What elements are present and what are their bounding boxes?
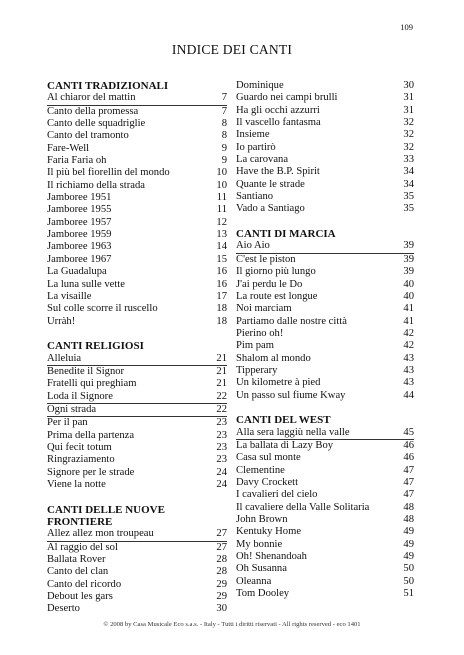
- entry-page: 50: [403, 563, 414, 575]
- entry-page: 39: [403, 266, 414, 278]
- index-entry: [47, 106, 227, 118]
- index-entry: [236, 203, 414, 215]
- entry-page: 30: [216, 603, 227, 615]
- index-entry: [236, 154, 414, 166]
- entry-title: Jamboree 1955: [47, 204, 112, 216]
- index-entry: [47, 566, 227, 578]
- entry-page: 32: [403, 141, 414, 153]
- entry-title: Ha gli occhi azzurri: [236, 104, 320, 116]
- entry-title: Il giorno più lungo: [236, 266, 316, 278]
- index-entry: [47, 266, 227, 278]
- index-entry: [47, 528, 227, 541]
- entry-title: Santiano: [236, 191, 274, 203]
- index-entry: [236, 427, 414, 440]
- index-entry: [236, 353, 414, 365]
- entry-page: 40: [403, 290, 414, 302]
- entry-title: Oleanna: [236, 575, 272, 587]
- index-entry: [47, 217, 227, 229]
- entry-title: Il più bel fiorellin del mondo: [47, 167, 170, 179]
- entry-page: 11: [216, 192, 227, 204]
- entry-page: 47: [403, 477, 414, 488]
- entry-title: Jamboree 1951: [47, 192, 112, 204]
- entry-page: 23: [216, 441, 227, 453]
- left-column: [47, 80, 227, 616]
- entry-page: 49: [403, 538, 414, 550]
- index-entry: [47, 430, 227, 442]
- entry-title: Aio Aio: [236, 240, 270, 252]
- entry-page: 46: [403, 452, 414, 464]
- entry-page: 31: [403, 92, 414, 104]
- index-entry: [236, 514, 414, 526]
- entry-title: Jamboree 1967: [47, 253, 112, 265]
- entry-page: 34: [403, 178, 414, 190]
- index-entry: [47, 241, 227, 253]
- index-entry: [47, 404, 227, 417]
- entry-page: 45: [403, 426, 414, 438]
- entry-title: Faria Faria oh: [47, 155, 107, 167]
- index-entry: [47, 391, 227, 404]
- index-entry: [47, 603, 227, 615]
- section-title: CANTI DEL WEST: [236, 414, 331, 427]
- entry-page: 34: [403, 166, 414, 178]
- index-entry: [47, 353, 227, 366]
- index-entry: [47, 92, 227, 105]
- index-entry: [236, 92, 414, 104]
- entry-title: Al raggio del sol: [47, 541, 118, 553]
- entry-title: Casa sul monte: [236, 452, 301, 464]
- entry-page: 31: [403, 104, 414, 116]
- entry-page: 41: [403, 315, 414, 327]
- index-entry: [236, 291, 414, 303]
- page-number: 109: [400, 22, 413, 32]
- entry-page: 7: [221, 105, 227, 117]
- index-entry: [236, 80, 414, 92]
- entry-page: 29: [216, 578, 227, 590]
- index-entry: [236, 279, 414, 291]
- entry-title: Jamboree 1959: [47, 229, 112, 241]
- entry-title: C'est le piston: [236, 253, 296, 265]
- entry-page: 28: [216, 566, 227, 578]
- entry-title: Debout les gars: [47, 591, 113, 603]
- section-title: CANTI DI MARCIA: [236, 228, 336, 241]
- entry-page: 43: [403, 364, 414, 376]
- entry-page: 49: [403, 551, 414, 563]
- index-entry: [236, 142, 414, 154]
- entry-page: 16: [216, 278, 227, 290]
- entry-page: 14: [216, 241, 227, 253]
- entry-title: La route est longue: [236, 290, 318, 302]
- entry-page: 8: [221, 118, 227, 130]
- entry-page: 39: [403, 240, 414, 252]
- entry-title: Oh! Shenandoah: [236, 551, 307, 563]
- entry-page: 21: [216, 378, 227, 390]
- entry-page: 33: [403, 154, 414, 166]
- entry-title: Signore per le strade: [47, 466, 135, 478]
- entry-page: 47: [403, 464, 414, 476]
- index-entry: [236, 179, 414, 191]
- entry-title: Clementine: [236, 464, 285, 476]
- entry-title: Davy Crockett: [236, 477, 299, 488]
- entry-title: Loda il Signore: [47, 390, 113, 402]
- entry-title: Canto del tramonto: [47, 130, 129, 142]
- entry-title: Canto delle squadriglie: [47, 118, 146, 130]
- entry-page: 17: [216, 290, 227, 302]
- entry-page: 48: [403, 501, 414, 513]
- entry-page: 7: [221, 92, 227, 104]
- entry-page: 18: [216, 315, 227, 327]
- index-entry: [47, 479, 227, 491]
- index-entry: [236, 390, 414, 402]
- entry-title: La luna sulle vette: [47, 278, 125, 290]
- index-entry: [47, 554, 227, 566]
- index-entry: [47, 454, 227, 466]
- entry-page: 42: [403, 340, 414, 352]
- index-entry: [47, 316, 227, 328]
- entry-page: 10: [216, 179, 227, 191]
- index-entry: [47, 542, 227, 554]
- index-entry: [236, 254, 414, 266]
- entry-title: Fare-Well: [47, 142, 90, 154]
- entry-page: 41: [403, 303, 414, 315]
- entry-title: Urràh!: [47, 315, 76, 327]
- entry-page: 16: [216, 266, 227, 278]
- entry-page: 12: [216, 216, 227, 228]
- index-entry: [236, 328, 414, 340]
- entry-title: Al chiaror del mattin: [47, 92, 136, 104]
- entry-title: Io partirò: [236, 141, 276, 153]
- entry-page: 24: [216, 466, 227, 478]
- entry-page: 42: [403, 327, 414, 339]
- index-entry: [47, 417, 227, 429]
- entry-page: 49: [403, 526, 414, 538]
- index-entry: [236, 551, 414, 563]
- index-entry: [236, 240, 414, 253]
- entry-page: 30: [403, 80, 414, 91]
- entry-title: Ogni strada: [47, 403, 97, 415]
- entry-page: 32: [403, 117, 414, 129]
- index-entry: [236, 191, 414, 203]
- entry-page: 46: [403, 439, 414, 451]
- index-entry: [236, 340, 414, 352]
- index-entry: [236, 539, 414, 551]
- entry-title: Benedite il Signor: [47, 365, 125, 377]
- entry-title: Il vascello fantasma: [236, 117, 321, 129]
- index-entry: [236, 563, 414, 575]
- entry-page: 28: [216, 554, 227, 566]
- index-entry: [47, 130, 227, 142]
- entry-title: Insieme: [236, 129, 270, 141]
- entry-title: Shalom al mondo: [236, 352, 311, 364]
- index-entry: [236, 588, 414, 600]
- index-entry: [47, 155, 227, 167]
- entry-title: Prima della partenza: [47, 429, 135, 441]
- entry-title: Noi marciam: [236, 303, 292, 315]
- entry-page: 50: [403, 575, 414, 587]
- entry-title: Viene la notte: [47, 479, 106, 490]
- entry-title: Dominique: [236, 80, 284, 91]
- entry-title: Have the B.P. Spirit: [236, 166, 320, 178]
- right-column: [236, 80, 414, 600]
- entry-title: Oh Susanna: [236, 563, 287, 575]
- entry-title: La ballata di Lazy Boy: [236, 439, 334, 451]
- entry-page: 9: [221, 142, 227, 154]
- entry-title: Qui fecit totum: [47, 441, 112, 453]
- index-entry: [47, 279, 227, 291]
- entry-title: Pim pam: [236, 340, 274, 352]
- entry-page: 21: [216, 365, 227, 377]
- index-entry: [236, 576, 414, 588]
- index-entry: [236, 489, 414, 501]
- index-entry: [236, 477, 414, 489]
- entry-page: 40: [403, 278, 414, 290]
- entry-title: My bonnie: [236, 538, 283, 550]
- index-entry: [47, 378, 227, 390]
- index-entry: [47, 467, 227, 479]
- entry-page: 29: [216, 591, 227, 603]
- entry-page: 32: [403, 129, 414, 141]
- entry-page: 39: [403, 253, 414, 265]
- index-entry: [236, 303, 414, 315]
- entry-page: 35: [403, 191, 414, 203]
- index-entry: [47, 180, 227, 192]
- entry-page: 23: [216, 429, 227, 441]
- entry-title: Quante le strade: [236, 178, 305, 190]
- entry-title: Canto della promessa: [47, 105, 139, 117]
- index-entry: [236, 452, 414, 464]
- entry-title: La Guadalupa: [47, 266, 107, 278]
- entry-title: I cavalieri del cielo: [236, 489, 318, 501]
- section-title: CANTI TRADIZIONALI: [47, 80, 169, 92]
- section-title: CANTI DELLE NUOVE FRONTIERE: [47, 503, 165, 529]
- index-entry: [47, 291, 227, 303]
- entry-page: 21: [216, 352, 227, 364]
- entry-title: Allez allez mon troupeau: [47, 528, 154, 540]
- entry-title: Canto del ricordo: [47, 578, 122, 590]
- index-entry: [47, 366, 227, 378]
- entry-title: Ballata Rover: [47, 554, 106, 566]
- index-entry: [236, 166, 414, 178]
- entry-page: 22: [216, 390, 227, 402]
- entry-title: J'ai perdu le Do: [236, 278, 303, 290]
- index-entry: [236, 465, 414, 477]
- section-title: CANTI RELIGIOSI: [47, 340, 144, 353]
- index-entry: [236, 129, 414, 141]
- entry-page: 27: [216, 541, 227, 553]
- index-entry: [47, 579, 227, 591]
- index-entry: [236, 266, 414, 278]
- entry-title: Il cavaliere della Valle Solitaria: [236, 501, 370, 513]
- entry-title: Guardo nei campi brulli: [236, 92, 338, 104]
- entry-title: Canto del clan: [47, 566, 109, 578]
- index-entry: [47, 118, 227, 130]
- entry-title: Deserto: [47, 603, 80, 615]
- entry-title: La carovana: [236, 154, 289, 166]
- entry-page: 18: [216, 303, 227, 315]
- entry-page: 23: [216, 417, 227, 429]
- entry-title: Pierino oh!: [236, 327, 284, 339]
- entry-page: 8: [221, 130, 227, 142]
- entry-title: Per il pan: [47, 417, 88, 429]
- index-entry: [47, 254, 227, 266]
- entry-page: 24: [216, 479, 227, 490]
- entry-page: 44: [403, 389, 414, 401]
- entry-title: Alleluia: [47, 352, 82, 364]
- page-title: INDICE DEI CANTI: [171, 42, 293, 57]
- entry-page: 9: [221, 155, 227, 167]
- entry-title: Jamboree 1957: [47, 216, 112, 228]
- index-entry: [47, 204, 227, 216]
- entry-page: 43: [403, 352, 414, 364]
- entry-title: Vado a Santiago: [236, 203, 305, 215]
- entry-title: John Brown: [236, 514, 288, 526]
- entry-page: 10: [216, 167, 227, 179]
- entry-title: Un kilometre à pied: [236, 377, 321, 389]
- entry-page: 22: [216, 403, 227, 415]
- index-entry: [47, 192, 227, 204]
- entry-page: 47: [403, 489, 414, 501]
- entry-title: La visaille: [47, 290, 92, 302]
- index-entry: [236, 117, 414, 129]
- index-entry: [47, 442, 227, 454]
- entry-page: 15: [216, 253, 227, 265]
- index-entry: [236, 440, 414, 452]
- entry-page: 43: [403, 377, 414, 389]
- entry-page: 23: [216, 454, 227, 466]
- entry-page: 27: [216, 528, 227, 540]
- entry-page: 48: [403, 514, 414, 526]
- entry-title: Fratelli qui preghiam: [47, 378, 137, 390]
- index-entry: [236, 316, 414, 328]
- index-entry: [236, 526, 414, 538]
- index-entry: [236, 502, 414, 514]
- entry-title: Partiamo dalle nostre città: [236, 315, 347, 327]
- index-entry: [47, 167, 227, 179]
- entry-title: Kentuky Home: [236, 526, 302, 538]
- index-entry: [236, 365, 414, 377]
- entry-page: 11: [216, 204, 227, 216]
- index-entry: [47, 229, 227, 241]
- entry-title: Ringraziamento: [47, 454, 115, 466]
- entry-title: Alla sera laggiù nella valle: [236, 426, 350, 438]
- index-entry: [47, 143, 227, 155]
- entry-title: Il richiamo della strada: [47, 179, 145, 191]
- index-entry: [47, 591, 227, 603]
- entry-page: 13: [216, 229, 227, 241]
- entry-title: Sul colle scorre il ruscello: [47, 303, 158, 315]
- entry-page: 51: [403, 588, 414, 600]
- index-entry: [47, 303, 227, 315]
- index-entry: [236, 105, 414, 117]
- index-entry: [236, 377, 414, 389]
- copyright-footer: © 2008 by Casa Musicale Eco s.a.s. - Italy - Tutti i diritti riservati - All rights reserved - eco 1401: [103, 621, 361, 628]
- entry-title: Tipperary: [236, 364, 278, 376]
- entry-title: Jamboree 1963: [47, 241, 112, 253]
- entry-title: Tom Dooley: [236, 588, 290, 600]
- entry-title: Un passo sul fiume Kway: [236, 389, 346, 401]
- entry-page: 35: [403, 203, 414, 215]
